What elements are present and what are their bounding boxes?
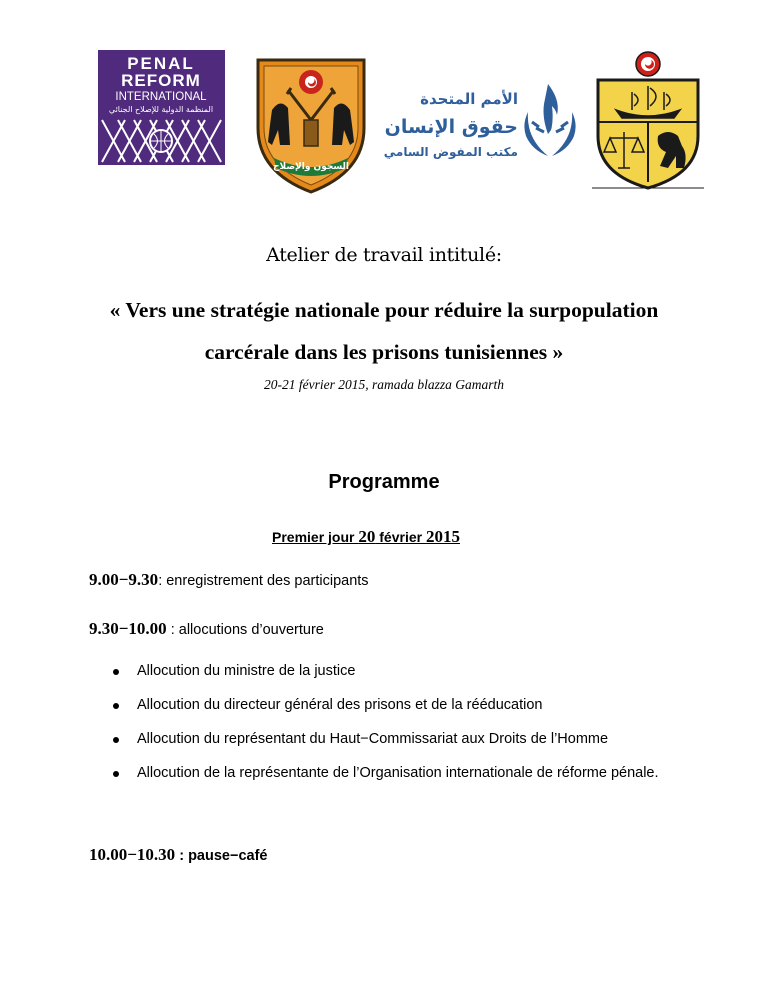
bullet-icon <box>113 703 119 709</box>
schedule-item <box>89 570 369 590</box>
prisons-arabic-text: السجون والإصلاح <box>273 162 349 172</box>
main-title-line-2: carcérale dans les prisons tunisiennes » <box>204 340 564 364</box>
day-year: 2015 <box>425 527 460 546</box>
list-item <box>137 695 697 729</box>
bullet-icon <box>113 771 119 777</box>
list-item <box>137 661 697 695</box>
pri-arabic: المنظمة الدولية للإصلاح الجنائي <box>108 105 214 114</box>
penal-reform-international-logo <box>98 50 225 165</box>
list-item-text: Allocution du directeur général des prisons et de la rééducation <box>137 697 543 713</box>
tunisia-coat-of-arms <box>592 50 704 190</box>
schedule-item <box>89 619 324 639</box>
pri-line1: PENAL <box>127 54 195 73</box>
list-item-text: Allocution du ministre de la justice <box>137 663 356 679</box>
day-heading <box>272 527 460 547</box>
programme-heading: Programme <box>328 471 440 493</box>
list-item <box>137 756 685 790</box>
schedule-text: : enregistrement des participants <box>158 573 369 589</box>
ohchr-line2: حقوق الإنسان <box>384 116 518 138</box>
workshop-heading: Atelier de travail intitulé: <box>266 244 502 266</box>
gate-icon <box>304 120 318 146</box>
ohchr-line3: مكتب المفوض السامي <box>383 145 518 159</box>
schedule-text: : allocutions d’ouverture <box>166 622 324 638</box>
schedule-time: 9.30−10.00 <box>89 619 167 638</box>
allocutions-list <box>137 661 697 790</box>
date-location: 20-21 février 2015, ramada blazza Gamarth <box>264 377 504 392</box>
main-title-line-1: « Vers une stratégie nationale pour réduire la surpopulation <box>109 298 659 322</box>
day-prefix: Premier jour <box>272 529 359 545</box>
day-number: 20 <box>358 527 376 546</box>
bullet-icon <box>113 737 119 743</box>
schedule-time: 10.00−10.30 <box>89 845 176 864</box>
schedule-text: : pause−café <box>175 848 268 864</box>
ohchr-logo <box>383 78 580 168</box>
flame-laurel-icon <box>524 84 575 156</box>
prisons-directorate-emblem <box>250 50 372 196</box>
list-item-text: Allocution du représentant du Haut−Commissariat aux Droits de l’Homme <box>137 731 609 747</box>
schedule-item <box>89 845 267 865</box>
day-month: février <box>375 529 426 545</box>
list-item-text: Allocution de la représentante de l’Organisation internationale de réforme pénale. <box>137 765 659 781</box>
pri-line3: INTERNATIONAL <box>115 91 207 103</box>
bullet-icon <box>113 669 119 675</box>
pri-line2: REFORM <box>121 71 201 90</box>
ohchr-line1: الأمم المتحدة <box>420 90 518 108</box>
schedule-time: 9.00−9.30 <box>89 570 159 589</box>
